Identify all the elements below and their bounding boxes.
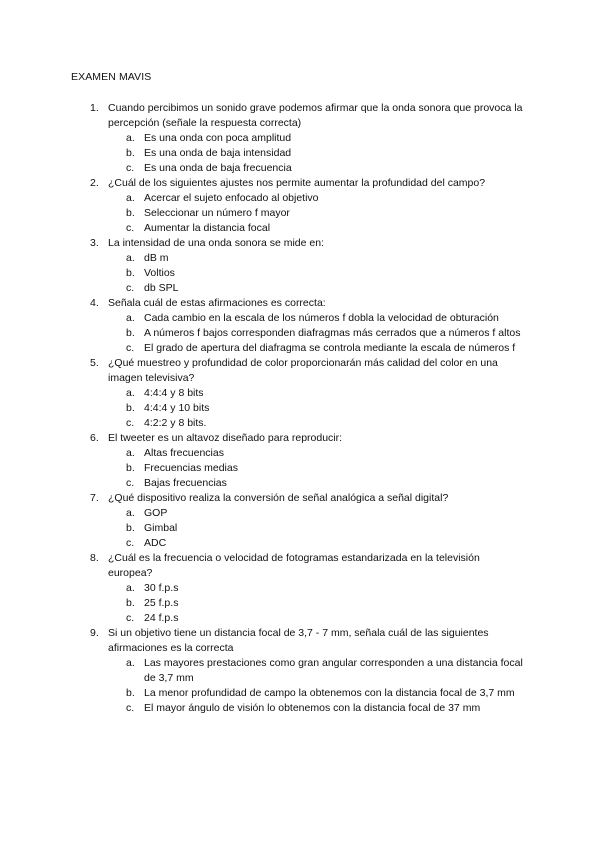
- option-letter: a.: [126, 447, 135, 459]
- option-list: [0, 311, 600, 356]
- option-letter: b.: [126, 522, 135, 534]
- question-text: La intensidad de una onda sonora se mide en:: [108, 237, 324, 249]
- option-list: [0, 251, 600, 296]
- question-number: 4.: [90, 297, 99, 309]
- option-letter: b.: [126, 687, 135, 699]
- option-text: El grado de apertura del diafragma se controla mediante la escala de números f: [144, 342, 516, 354]
- option-letter: a.: [126, 252, 135, 264]
- question-number: 3.: [90, 237, 99, 249]
- option-list: [0, 386, 600, 431]
- option-text: 25 f.p.s: [144, 597, 179, 609]
- answer-option: [0, 281, 600, 296]
- option-list: [0, 191, 600, 236]
- question-item: [0, 626, 600, 716]
- question-item: [0, 491, 600, 551]
- answer-option: [0, 581, 600, 596]
- answer-option: [0, 686, 600, 701]
- option-text: Voltios: [144, 267, 175, 279]
- answer-option: [0, 536, 600, 551]
- question-number: 5.: [90, 357, 99, 369]
- option-letter: b.: [126, 267, 135, 279]
- answer-option: [0, 221, 600, 236]
- question-text: Si un objetivo tiene un distancia focal de 3,7 - 7 mm, señala cuál de las siguientes afirmaciones es la correcta: [108, 627, 489, 654]
- answer-option: [0, 656, 600, 686]
- option-text: Es una onda de baja intensidad: [144, 147, 292, 159]
- option-letter: b.: [126, 207, 135, 219]
- question-number: 8.: [90, 552, 99, 564]
- question-text: ¿Cuál de los siguientes ajustes nos permite aumentar la profundidad del campo?: [108, 177, 486, 189]
- question-number: 6.: [90, 432, 99, 444]
- option-letter: a.: [126, 312, 135, 324]
- answer-option: [0, 161, 600, 176]
- option-letter: c.: [126, 342, 135, 354]
- option-text: Cada cambio en la escala de los números f dobla la velocidad de obturación: [144, 312, 499, 324]
- option-text: Acercar el sujeto enfocado al objetivo: [144, 192, 319, 204]
- option-text: 24 f.p.s: [144, 612, 179, 624]
- question-number: 7.: [90, 492, 99, 504]
- option-text: Las mayores prestaciones como gran angular corresponden a una distancia focal de 3,7 mm: [144, 657, 523, 684]
- option-letter: c.: [126, 612, 135, 624]
- question-item: [0, 551, 600, 626]
- question-item: [0, 431, 600, 491]
- option-text: El mayor ángulo de visión lo obtenemos con la distancia focal de 37 mm: [144, 702, 481, 714]
- exam-title: EXAMEN MAVIS: [71, 71, 152, 83]
- option-letter: a.: [126, 192, 135, 204]
- option-list: [0, 581, 600, 626]
- option-letter: c.: [126, 702, 135, 714]
- answer-option: [0, 476, 600, 491]
- question-item: [0, 356, 600, 431]
- answer-option: [0, 611, 600, 626]
- option-letter: c.: [126, 222, 135, 234]
- answer-option: [0, 191, 600, 206]
- answer-option: [0, 326, 600, 341]
- option-letter: b.: [126, 327, 135, 339]
- option-text: A números f bajos corresponden diafragmas más cerrados que a números f altos: [144, 327, 521, 339]
- option-letter: b.: [126, 147, 135, 159]
- option-text: ADC: [144, 537, 167, 549]
- option-text: La menor profundidad de campo la obtenemos con la distancia focal de 3,7 mm: [144, 687, 515, 699]
- question-list: [0, 101, 600, 716]
- option-text: 30 f.p.s: [144, 582, 179, 594]
- option-letter: b.: [126, 402, 135, 414]
- answer-option: [0, 416, 600, 431]
- option-text: Seleccionar un número f mayor: [144, 207, 290, 219]
- question-text: ¿Qué dispositivo realiza la conversión de señal analógica a señal digital?: [108, 492, 449, 504]
- option-letter: a.: [126, 582, 135, 594]
- question-text: ¿Qué muestreo y profundidad de color proporcionarán más calidad del color en una imagen televisiva?: [108, 357, 498, 384]
- option-list: [0, 656, 600, 716]
- option-letter: c.: [126, 417, 135, 429]
- option-letter: a.: [126, 657, 135, 669]
- option-text: 4:4:4 y 10 bits: [144, 402, 210, 414]
- answer-option: [0, 506, 600, 521]
- answer-option: [0, 341, 600, 356]
- option-letter: a.: [126, 132, 135, 144]
- answer-option: [0, 311, 600, 326]
- question-item: [0, 236, 600, 296]
- option-text: dB m: [144, 252, 169, 264]
- option-text: Bajas frecuencias: [144, 477, 227, 489]
- answer-option: [0, 461, 600, 476]
- answer-option: [0, 596, 600, 611]
- option-text: 4:4:4 y 8 bits: [144, 387, 204, 399]
- question-item: [0, 101, 600, 176]
- option-letter: a.: [126, 507, 135, 519]
- option-letter: b.: [126, 597, 135, 609]
- option-letter: c.: [126, 162, 135, 174]
- option-text: Gimbal: [144, 522, 178, 534]
- option-text: Aumentar la distancia focal: [144, 222, 271, 234]
- option-text: 4:2:2 y 8 bits.: [144, 417, 207, 429]
- answer-option: [0, 266, 600, 281]
- answer-option: [0, 401, 600, 416]
- answer-option: [0, 521, 600, 536]
- answer-option: [0, 206, 600, 221]
- option-letter: b.: [126, 462, 135, 474]
- question-text: ¿Cuál es la frecuencia o velocidad de fotogramas estandarizada en la televisión europea?: [108, 552, 480, 579]
- option-text: db SPL: [144, 282, 179, 294]
- option-letter: c.: [126, 282, 135, 294]
- option-letter: a.: [126, 387, 135, 399]
- answer-option: [0, 146, 600, 161]
- option-text: Frecuencias medias: [144, 462, 238, 474]
- option-list: [0, 506, 600, 551]
- option-list: [0, 446, 600, 491]
- option-text: GOP: [144, 507, 168, 519]
- option-letter: c.: [126, 477, 135, 489]
- option-list: [0, 131, 600, 176]
- answer-option: [0, 446, 600, 461]
- option-text: Es una onda con poca amplitud: [144, 132, 292, 144]
- question-text: Señala cuál de estas afirmaciones es correcta:: [108, 297, 326, 309]
- answer-option: [0, 386, 600, 401]
- option-text: Es una onda de baja frecuencia: [144, 162, 292, 174]
- question-number: 1.: [90, 102, 99, 114]
- question-text: El tweeter es un altavoz diseñado para reproducir:: [108, 432, 343, 444]
- question-number: 9.: [90, 627, 99, 639]
- answer-option: [0, 251, 600, 266]
- question-text: Cuando percibimos un sonido grave podemos afirmar que la onda sonora que provoca la percepción (señale la respuesta correcta): [108, 102, 523, 129]
- option-text: Altas frecuencias: [144, 447, 224, 459]
- answer-option: [0, 131, 600, 146]
- answer-option: [0, 701, 600, 716]
- question-number: 2.: [90, 177, 99, 189]
- question-item: [0, 176, 600, 236]
- option-letter: c.: [126, 537, 135, 549]
- question-item: [0, 296, 600, 356]
